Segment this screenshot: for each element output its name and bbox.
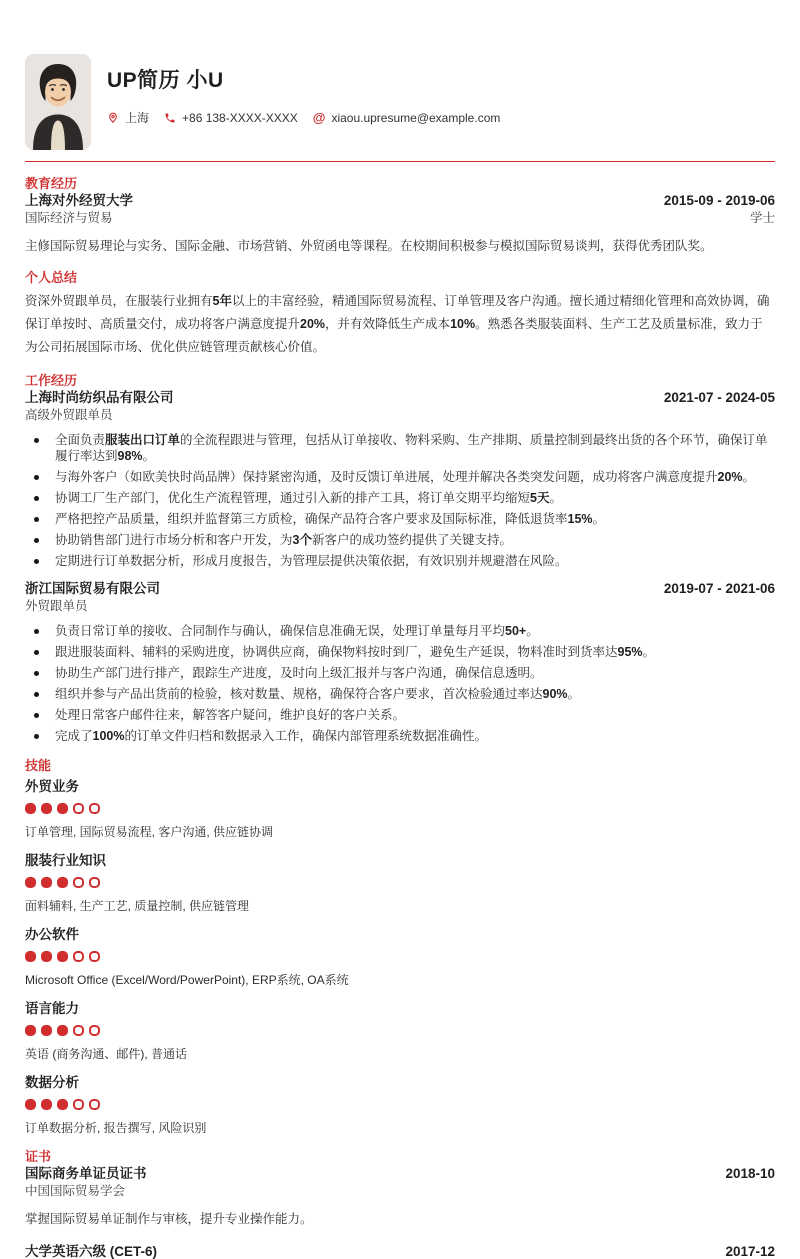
skill-dot-filled <box>41 1099 52 1110</box>
header-info <box>107 54 515 126</box>
job-role <box>25 408 775 422</box>
skill-dot-empty <box>73 803 84 814</box>
skill-dot-empty <box>73 951 84 962</box>
job-item-2 <box>25 581 775 744</box>
skill-dot-empty <box>89 951 100 962</box>
certificate-issuer-text: 中国国际贸易学会 <box>25 1184 126 1198</box>
education-description: 主修国际贸易理论与实务、国际金融、市场营销、外贸函电等课程。在校期间积极参与模拟国际贸易谈判，获得优秀团队奖。 <box>25 239 713 253</box>
map-pin-icon <box>107 111 119 124</box>
job-bullet-list <box>25 623 775 744</box>
skill-keywords: 英语 (商务沟通、邮件), 普通话 <box>25 1047 187 1061</box>
skill-dot-filled <box>41 1025 52 1036</box>
certificate-date: 2018-10 <box>725 1166 775 1181</box>
skill-dot-filled <box>57 1099 68 1110</box>
section-certificates <box>25 1149 775 1259</box>
contact-phone <box>164 111 298 125</box>
skill-dot-filled <box>57 877 68 888</box>
company-name: 上海时尚纺织品有限公司 <box>25 390 174 405</box>
phone-icon <box>164 112 176 124</box>
certificate-name: 国际商务单证员证书 <box>25 1166 147 1181</box>
skill-dot-empty <box>73 1099 84 1110</box>
skill-dot-filled <box>25 1025 36 1036</box>
skill-dot-empty <box>89 1099 100 1110</box>
skill-level-dots <box>25 1025 775 1036</box>
portrait-illustration <box>25 54 91 150</box>
skill-dot-empty <box>89 877 100 888</box>
section-summary <box>25 270 775 359</box>
skill-dot-filled <box>41 877 52 888</box>
job-header-row <box>25 581 775 596</box>
skill-name: 外贸业务 <box>25 779 79 794</box>
job-item-1 <box>25 390 775 569</box>
company-name: 浙江国际贸易有限公司 <box>25 581 160 596</box>
certificate-item-1 <box>25 1166 775 1229</box>
bullet-item: 处理日常客户邮件往来，解答客户疑问，维护良好的客户关系。 <box>25 707 775 723</box>
profile-photo <box>25 54 91 150</box>
skill-dot-filled <box>57 1025 68 1036</box>
skill-dot-empty <box>73 877 84 888</box>
header-divider <box>25 161 775 162</box>
job-role-text: 外贸跟单员 <box>25 599 88 613</box>
skill-dot-filled <box>57 951 68 962</box>
skill-item-language <box>25 1001 775 1061</box>
skill-item-office <box>25 927 775 987</box>
certificates-section-title: 证书 <box>25 1149 52 1164</box>
certificate-issuer <box>25 1184 775 1198</box>
job-bullet-list <box>25 432 775 569</box>
header <box>25 54 775 150</box>
skill-dot-filled <box>41 803 52 814</box>
skill-dot-empty <box>89 803 100 814</box>
education-major: 国际经济与贸易 <box>25 211 113 225</box>
certificate-item-2 <box>25 1244 775 1259</box>
certificate-name: 大学英语六级 (CET-6) <box>25 1244 158 1259</box>
skill-dot-empty <box>73 1025 84 1036</box>
bullet-item: 全面负责服装出口订单的全流程跟进与管理，包括从订单接收、物料采购、生产排期、质量控制到最终出货的各个环节，确保订单履行率达到98%。 <box>25 432 775 464</box>
skill-name: 服装行业知识 <box>25 853 106 868</box>
skill-level-dots <box>25 877 775 888</box>
section-skills <box>25 758 775 1135</box>
job-header-row <box>25 390 775 405</box>
skill-dot-filled <box>25 951 36 962</box>
at-icon: @ <box>312 110 326 125</box>
skill-item-data-analysis <box>25 1075 775 1135</box>
skill-dot-filled <box>25 877 36 888</box>
location-text: 上海 <box>125 111 150 125</box>
skill-level-dots <box>25 951 775 962</box>
contact-row <box>107 109 515 126</box>
skill-keywords: Microsoft Office (Excel/Word/PowerPoint), ERP系统, OA系统 <box>25 973 349 987</box>
skills-section-title: 技能 <box>25 758 52 773</box>
job-date: 2019-07 - 2021-06 <box>663 581 775 596</box>
bullet-item: 与海外客户（如欧美快时尚品牌）保持紧密沟通，及时反馈订单进展，处理并解决各类突发问题，成功将客户满意度提升20%。 <box>25 469 775 485</box>
education-header-row <box>25 193 775 208</box>
skill-dot-filled <box>25 1099 36 1110</box>
summary-text: 资深外贸跟单员，在服装行业拥有5年以上的丰富经验，精通国际贸易流程、订单管理及客户沟通。擅长通过精细化管理和高效协调，确保订单按时、高质量交付，成功将客户满意度提升20%，并有效降低生产成本10%。熟悉各类服装面料、生产工艺及质量标准，致力于为公司拓展国际市场、优化供应链管理贡献核心价值。 <box>25 294 770 354</box>
bullet-item: 负责日常订单的接收、合同制作与确认，确保信息准确无误，处理订单量每月平均50+。 <box>25 623 775 639</box>
skill-level-dots <box>25 803 775 814</box>
skill-keywords: 订单管理, 国际贸易流程, 客户沟通, 供应链协调 <box>25 825 274 839</box>
skill-name: 语言能力 <box>25 1001 79 1016</box>
skill-dot-empty <box>89 1025 100 1036</box>
contact-location <box>107 109 149 126</box>
job-role-text: 高级外贸跟单员 <box>25 408 113 422</box>
skill-keywords: 订单数据分析, 报告撰写, 风险识别 <box>25 1121 207 1135</box>
candidate-name: UP简历 小U <box>107 69 224 92</box>
school-name: 上海对外经贸大学 <box>25 193 133 208</box>
bullet-item: 完成了100%的订单文件归档和数据录入工作，确保内部管理系统数据准确性。 <box>25 728 775 744</box>
job-role <box>25 599 775 613</box>
contact-email <box>313 111 501 125</box>
skill-dot-filled <box>57 803 68 814</box>
bullet-item: 严格把控产品质量，组织并监督第三方质检，确保产品符合客户要求及国际标准，降低退货率15%。 <box>25 511 775 527</box>
certificate-header-row <box>25 1244 775 1259</box>
work-section-title: 工作经历 <box>25 373 78 388</box>
section-education <box>25 176 775 256</box>
certificate-header-row <box>25 1166 775 1181</box>
bullet-item: 跟进服装面料、辅料的采购进度，协调供应商，确保物料按时到厂，避免生产延误，物料准时到货率达95%。 <box>25 644 775 660</box>
bullet-item: 协助销售部门进行市场分析和客户开发，为3个新客户的成功签约提供了关键支持。 <box>25 532 775 548</box>
skill-dot-filled <box>25 803 36 814</box>
certificate-description: 掌握国际贸易单证制作与审核，提升专业操作能力。 <box>25 1212 313 1226</box>
skill-item-apparel <box>25 853 775 913</box>
education-sub-row <box>25 211 775 225</box>
bullet-item: 定期进行订单数据分析，形成月度报告，为管理层提供决策依据，有效识别并规避潜在风险。 <box>25 553 775 569</box>
skill-level-dots <box>25 1099 775 1110</box>
certificate-date: 2017-12 <box>725 1244 775 1259</box>
skill-dot-filled <box>41 951 52 962</box>
bullet-item: 协助生产部门进行排产，跟踪生产进度，及时向上级汇报并与客户沟通，确保信息透明。 <box>25 665 775 681</box>
section-work <box>25 373 775 744</box>
email-text: xiaou.upresume@example.com <box>331 110 501 125</box>
bullet-item: 协调工厂生产部门，优化生产流程管理，通过引入新的排产工具，将订单交期平均缩短5天。 <box>25 490 775 506</box>
skill-item-trade <box>25 779 775 839</box>
education-degree: 学士 <box>749 211 775 225</box>
skill-name: 办公软件 <box>25 927 79 942</box>
skill-name: 数据分析 <box>25 1075 79 1090</box>
summary-section-title: 个人总结 <box>25 270 78 285</box>
skill-keywords: 面料辅料, 生产工艺, 质量控制, 供应链管理 <box>25 899 250 913</box>
job-date: 2021-07 - 2024-05 <box>663 390 775 405</box>
bullet-item: 组织并参与产品出货前的检验，核对数量、规格，确保符合客户要求，首次检验通过率达90%。 <box>25 686 775 702</box>
education-section-title: 教育经历 <box>25 176 78 191</box>
phone-text: +86 138-XXXX-XXXX <box>182 110 298 125</box>
education-date: 2015-09 - 2019-06 <box>663 193 775 208</box>
